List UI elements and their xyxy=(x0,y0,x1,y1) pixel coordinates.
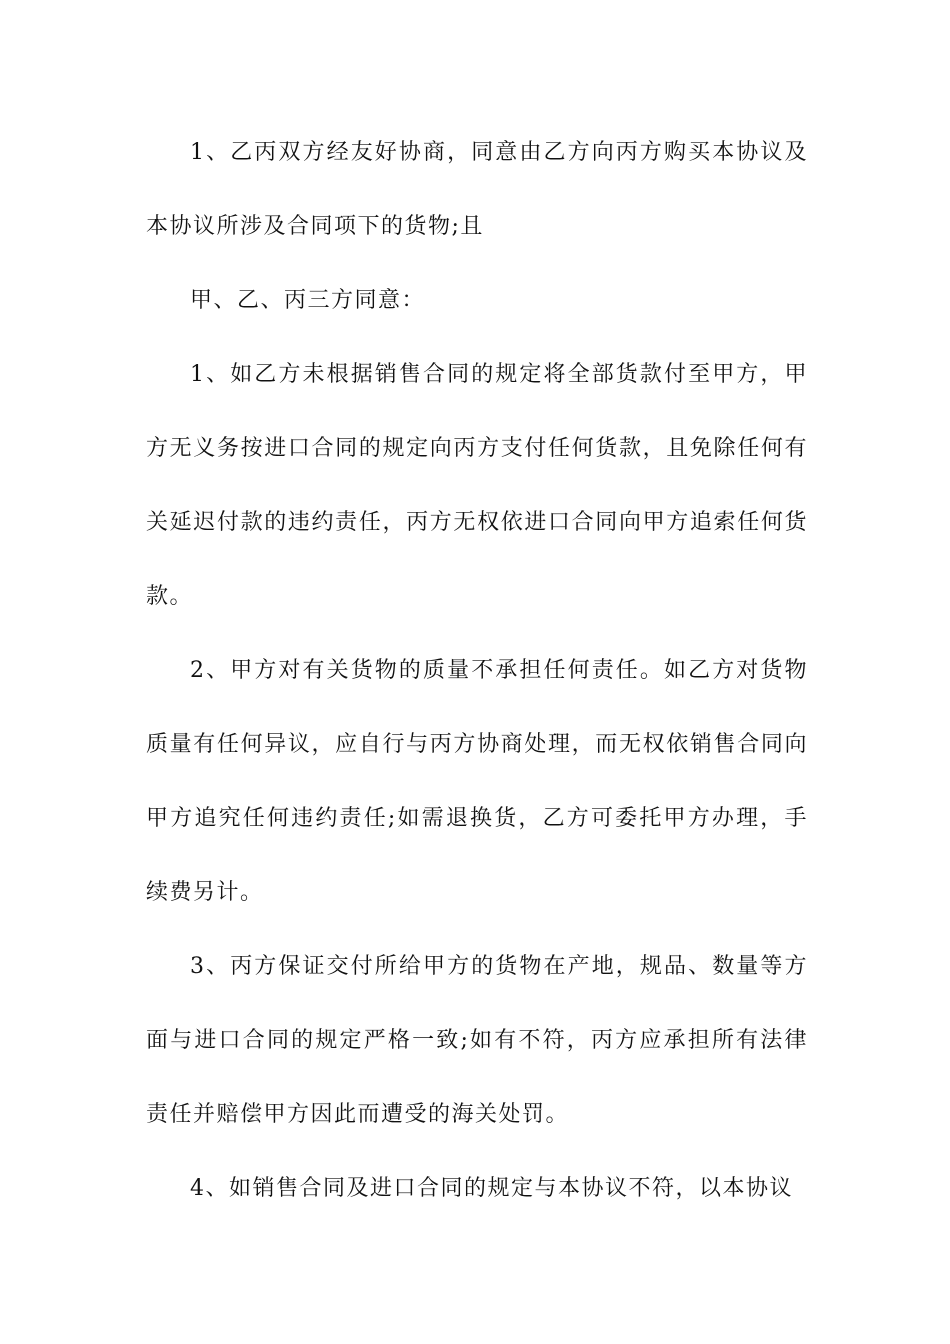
paragraph-3: 1、如乙方未根据销售合同的规定将全部货款付至甲方，甲方无义务按进口合同的规定向丙方支付任何货款，且免除任何有关延迟付款的违约责任，丙方无权依进口合同向甲方追索任何货款。 xyxy=(146,362,808,609)
paragraph-5: 3、丙方保证交付所给甲方的货物在产地，规品、数量等方面与进口合同的规定严格一致;如有不符，丙方应承担所有法律责任并赔偿甲方因此而遭受的海关处罚。 xyxy=(146,954,808,1127)
paragraph-1: 1、乙丙双方经友好协商，同意由乙方向丙方购买本协议及本协议所涉及合同项下的货物;且 xyxy=(146,140,808,239)
paragraph-4: 2、甲方对有关货物的质量不承担任何责任。如乙方对货物质量有任何异议，应自行与丙方协商处理，而无权依销售合同向甲方追究任何违约责任;如需退换货，乙方可委托甲方办理，手续费另计。 xyxy=(146,658,808,905)
paragraph-6: 4、如销售合同及进口合同的规定与本协议不符，以本协议 xyxy=(190,1176,793,1201)
document-page xyxy=(146,116,808,1226)
paragraph-2: 甲、乙、丙三方同意： xyxy=(190,288,426,313)
